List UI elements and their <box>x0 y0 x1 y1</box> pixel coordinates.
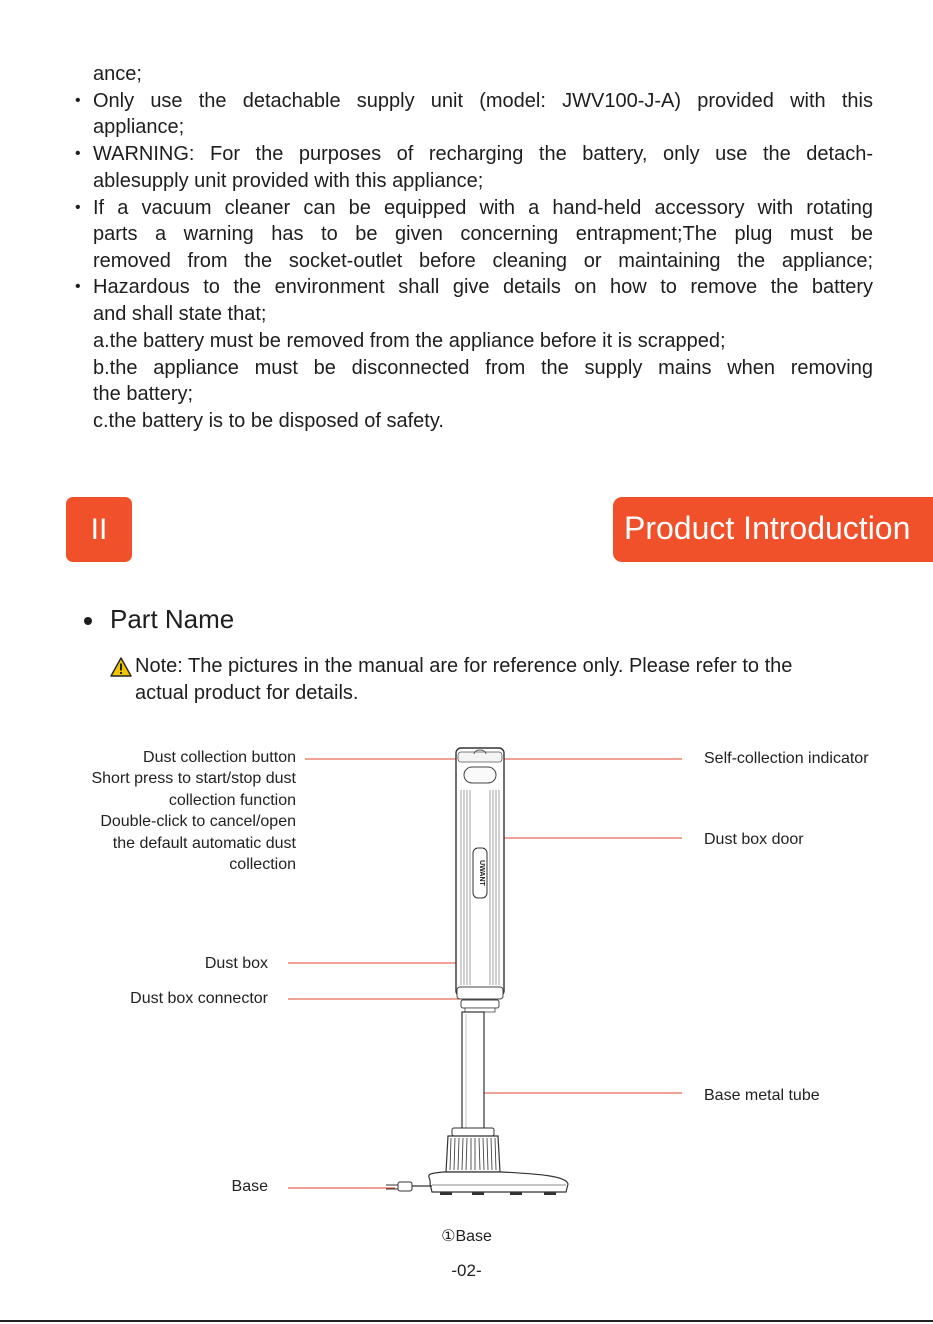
label-dust-collection-desc: collection function <box>168 792 296 809</box>
label-dust-collection-desc: collection <box>229 856 296 873</box>
bullet-icon: • <box>75 145 81 162</box>
note-line: Note: The pictures in the manual are for reference only. Please refer to the <box>135 655 793 677</box>
warning-line: Only use the detachable supply unit (model: JWV100-J-A) provided with this <box>93 90 873 112</box>
label-dust-box-connector: Dust box connector <box>130 990 268 1007</box>
warning-line: ablesupply unit provided with this appliance; <box>93 170 484 192</box>
label-self-collection-indicator: Self-collection indicator <box>704 750 869 767</box>
note-line: actual product for details. <box>135 682 359 704</box>
label-dust-collection-desc: the default automatic dust <box>112 835 296 852</box>
warning-line: Hazardous to the environment shall give details on how to remove the battery <box>93 276 873 298</box>
warning-line: b.the appliance must be disconnected from the supply mains when removing <box>93 357 873 379</box>
warning-line: ance; <box>93 63 142 85</box>
warning-line: the battery; <box>93 383 194 405</box>
label-base: Base <box>231 1178 268 1195</box>
base-metal-tube-drawing <box>461 1000 499 1130</box>
brand-mark: UWANT <box>478 860 485 886</box>
section-title-badge: Product Introduction <box>613 497 933 562</box>
warning-line: WARNING: For the purposes of recharging the battery, only use the detach- <box>93 143 873 165</box>
bullet-icon: • <box>75 278 81 295</box>
warning-line: c.the battery is to be disposed of safety. <box>93 410 444 432</box>
leader-dust-box-door <box>481 778 682 838</box>
page-number: -02- <box>451 1261 482 1280</box>
figure-caption: ①Base <box>441 1228 492 1245</box>
warning-line: parts a warning has to be given concerning entrapment;The plug must be <box>93 223 873 245</box>
warning-line: appliance; <box>93 116 185 138</box>
part-name-heading: Part Name <box>110 604 235 634</box>
label-dust-collection-desc: Double-click to cancel/open <box>100 813 296 830</box>
bullet-icon: • <box>75 199 81 216</box>
label-dust-collection-button: Dust collection button <box>143 749 296 766</box>
label-dust-box-door: Dust box door <box>704 831 804 848</box>
label-dust-box: Dust box <box>204 955 268 972</box>
label-dust-collection-desc: Short press to start/stop dust <box>91 770 296 787</box>
page-bottom-rule <box>0 1320 933 1322</box>
label-base-metal-tube: Base metal tube <box>704 1087 820 1104</box>
section-number-badge: II <box>66 497 132 562</box>
warning-line: removed from the socket-outlet before cleaning or maintaining the appliance; <box>93 250 873 272</box>
warning-line: a.the battery must be removed from the appliance before it is scrapped; <box>93 330 726 352</box>
warning-line: If a vacuum cleaner can be equipped with a hand-held accessory with rotating <box>93 197 873 219</box>
base-drawing <box>386 1128 568 1195</box>
bullet-icon: • <box>75 92 81 109</box>
warning-line: and shall state that; <box>93 303 267 325</box>
